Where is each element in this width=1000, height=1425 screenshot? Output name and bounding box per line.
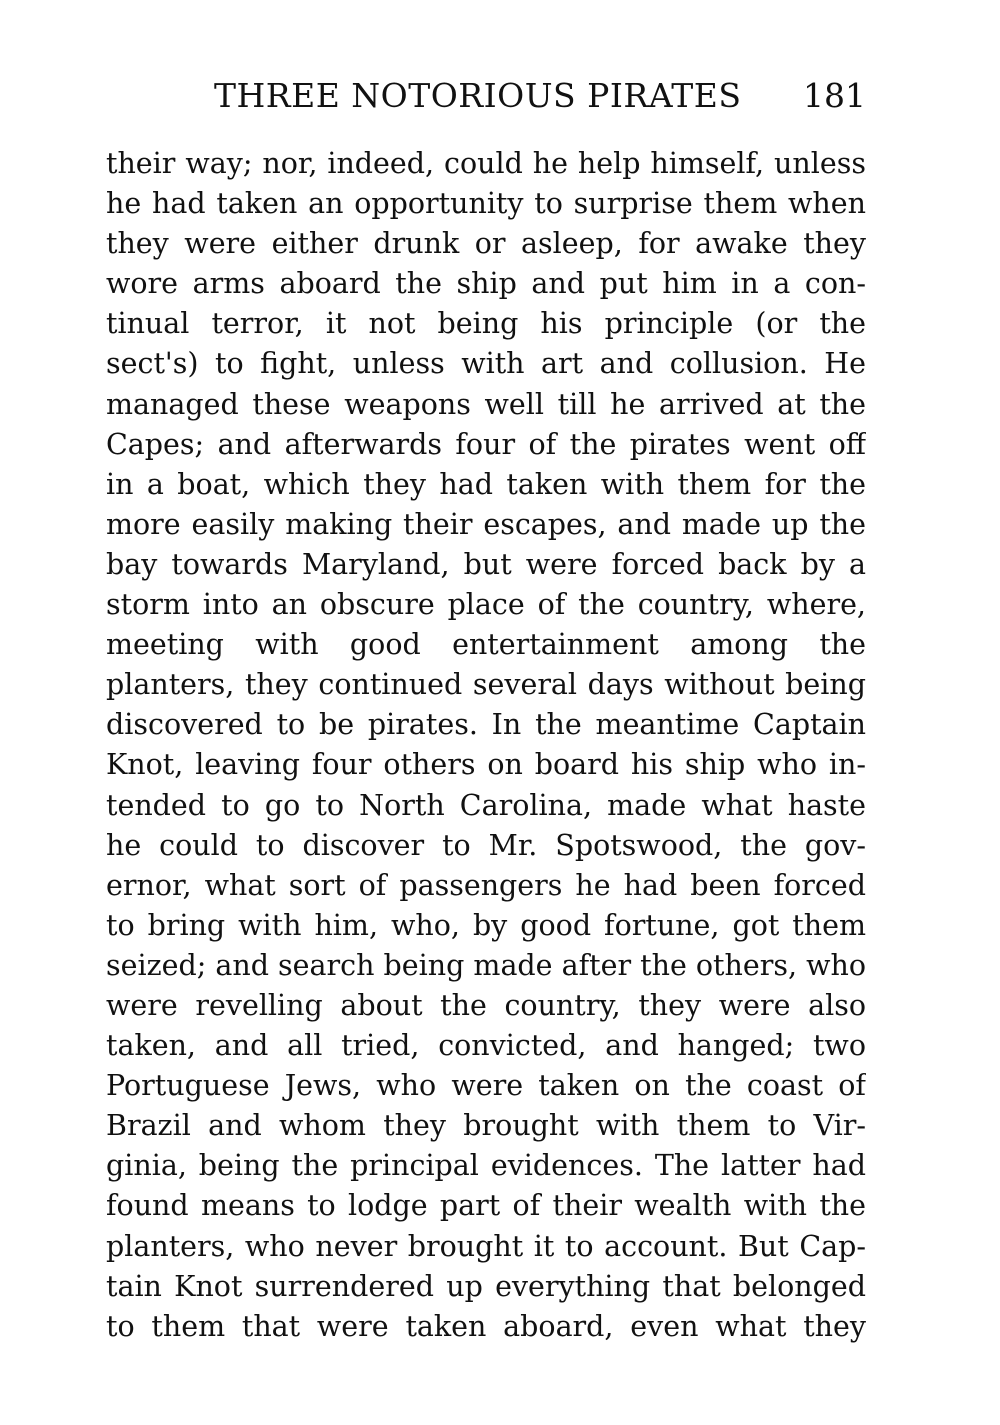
text-line: Portuguese Jews, who were taken on the coast of [106, 1069, 866, 1103]
text-line: Brazil and whom they brought with them to Vir- [106, 1109, 866, 1143]
text-line: managed these weapons well till he arrived at the [106, 387, 866, 421]
text-line: wore arms aboard the ship and put him in a con- [106, 267, 866, 301]
text-line: discovered to be pirates. In the meantime Captain [106, 708, 866, 742]
running-head [106, 76, 866, 116]
text-line: he had taken an opportunity to surprise them when [106, 187, 866, 221]
text-line: Knot, leaving four others on board his ship who in- [106, 748, 866, 782]
text-line: in a boat, which they had taken with them for the [106, 467, 866, 501]
text-line: he could to discover to Mr. Spotswood, the gov- [106, 828, 866, 862]
text-line: tain Knot surrendered up everything that belonged [106, 1269, 866, 1303]
text-line: ginia, being the principal evidences. The latter had [106, 1149, 866, 1183]
page-number: 181 [803, 76, 866, 115]
text-line: were revelling about the country, they were also [106, 988, 866, 1022]
text-line: more easily making their escapes, and made up the [106, 507, 866, 541]
text-line: sect's) to fight, unless with art and collusion. He [106, 347, 866, 381]
text-line: planters, they continued several days without being [106, 668, 866, 702]
text-line: to bring with him, who, by good fortune, got them [106, 908, 866, 942]
text-line: meeting with good entertainment among the [106, 628, 866, 662]
text-line: Capes; and afterwards four of the pirates went off [106, 427, 866, 461]
text-line: found means to lodge part of their wealth with the [106, 1189, 866, 1223]
text-line: seized; and search being made after the others, who [106, 948, 866, 982]
text-line: they were either drunk or asleep, for awake they [106, 227, 866, 261]
text-line: taken, and all tried, convicted, and hanged; two [106, 1029, 866, 1063]
text-line: storm into an obscure place of the country, where, [106, 588, 866, 622]
running-title: THREE NOTORIOUS PIRATES [214, 76, 742, 115]
body-text [106, 144, 866, 1347]
text-line: their way; nor, indeed, could he help himself, unless [106, 147, 866, 180]
text-line: tinual terror, it not being his principle (or the [106, 307, 866, 341]
text-line: tended to go to North Carolina, made what haste [106, 788, 866, 822]
text-line: bay towards Maryland, but were forced back by a [106, 547, 866, 581]
text-line: planters, who never brought it to account. But Cap- [106, 1229, 866, 1263]
text-line: to them that were taken aboard, even what they [106, 1309, 866, 1343]
text-line: ernor, what sort of passengers he had been forced [106, 868, 866, 902]
